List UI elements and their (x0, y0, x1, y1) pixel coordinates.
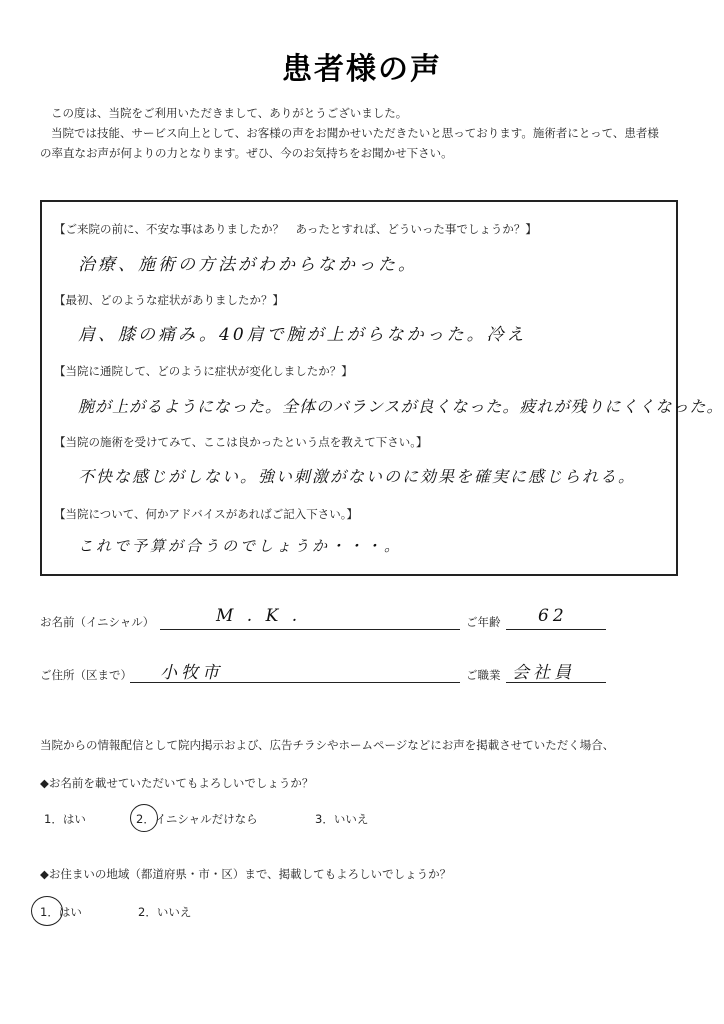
intro-line: の率直なお声が何よりの力となります。ぜひ、今のお気持ちをお聞かせ下さい。 (40, 146, 453, 160)
intro-line: 当院では技能、サービス向上として、お客様の声をお聞かせいただきたいと思っております。施術者にとって、患者様 (51, 126, 659, 140)
page-title: 患者様の声 (282, 52, 442, 87)
age-label: ご年齢 (466, 615, 501, 629)
name-underline (160, 629, 460, 630)
intro-line: この度は、当院をご利用いただきまして、ありがとうございました。 (51, 106, 408, 120)
option-area-no: 2．いいえ (138, 905, 192, 919)
handwritten-answer: これで予算が合うのでしょうか・・・。 (78, 537, 403, 555)
consent-intro: 当院からの情報配信として院内掲示および、広告チラシやホームページなどにお声を掲載させていただく場合、 (40, 738, 615, 752)
name-label: お名前（イニシャル） (40, 615, 155, 629)
option-name-initials: 2．イニシャルだけなら (136, 812, 258, 826)
question-label: 【当院に通院して、どのように症状が変化しましたか？】 (54, 364, 353, 378)
consent-question-name: ◆お名前を載せていただいてもよろしいでしょうか？ (40, 776, 314, 790)
name-value: M . K . (216, 606, 302, 626)
question-label: 【当院の施術を受けてみて、ここは良かったという点を教えて下さい。】 (54, 435, 428, 449)
selection-circle (130, 804, 158, 832)
address-label: ご住所（区まで） (40, 668, 132, 682)
job-value: 会社員 (512, 663, 575, 683)
question-label: 【当院について、何かアドバイスがあればご記入下さい。】 (54, 507, 358, 521)
selection-circle (31, 896, 63, 926)
address-value: 小牧市 (160, 663, 223, 683)
age-value: 62 (538, 606, 568, 626)
handwritten-answer: 治療、施術の方法がわからなかった。 (78, 255, 418, 275)
handwritten-answer: 肩、膝の痛み。40肩で腕が上がらなかった。冷え (78, 325, 527, 345)
option-area-yes: 1．はい (40, 905, 82, 919)
consent-question-area: ◆お住まいの地域（都道府県・市・区）まで、掲載してもよろしいでしょうか？ (40, 867, 452, 881)
question-label: 【最初、どのような症状がありましたか？】 (54, 293, 284, 307)
questionnaire-box (40, 200, 724, 576)
question-label: 【ご来院の前に、不安な事はありましたか？ あったとすれば、どういった事でしょうか？】 (54, 222, 537, 236)
job-label: ご職業 (466, 668, 501, 682)
age-underline (506, 629, 606, 630)
option-name-no: 3．いいえ (315, 812, 369, 826)
handwritten-answer: 腕が上がるようになった。全体のバランスが良くなった。疲れが残りにくくなった。 (78, 397, 724, 416)
option-name-yes: 1．はい (44, 812, 86, 826)
handwritten-answer: 不快な感じがしない。強い刺激がないのに効果を確実に感じられる。 (78, 467, 637, 486)
intro-text (40, 103, 690, 163)
